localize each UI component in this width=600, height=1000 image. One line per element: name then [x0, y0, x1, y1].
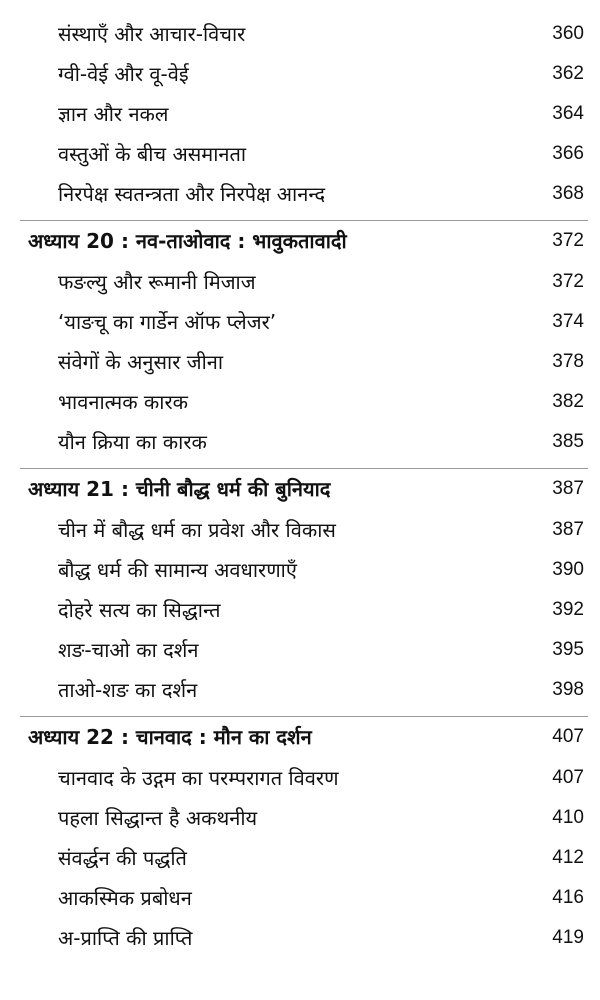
toc-entry[interactable] [0, 672, 600, 712]
toc-entry[interactable] [0, 880, 600, 920]
toc-entry[interactable] [0, 136, 600, 176]
toc-entry-title: फङल्यु और रूमानी मिजाज [58, 270, 256, 294]
toc-entry-page: 410 [552, 807, 584, 828]
chapter-divider [20, 468, 588, 469]
toc-entry-title: दोहरे सत्य का सिद्धान्त [58, 598, 221, 622]
toc-chapter-page: 387 [552, 478, 584, 499]
toc-entry[interactable] [0, 920, 600, 960]
toc-chapter-heading[interactable] [0, 471, 600, 511]
toc-chapter-heading[interactable] [0, 719, 600, 759]
toc-entry[interactable] [0, 840, 600, 880]
toc-entry-page: 382 [552, 391, 584, 412]
toc-entry-title: संवेगों के अनुसार जीना [58, 350, 224, 374]
toc-entry-page: 407 [552, 767, 584, 788]
toc-entry-title: भावनात्मक कारक [58, 390, 189, 414]
toc-entry[interactable] [0, 512, 600, 552]
toc-entry-title: यौन क्रिया का कारक [58, 430, 207, 454]
toc-entry[interactable] [0, 384, 600, 424]
toc-entry-title: शङ-चाओ का दर्शन [58, 638, 199, 662]
toc-entry[interactable] [0, 176, 600, 216]
toc-entry[interactable] [0, 16, 600, 56]
toc-entry-page: 378 [552, 351, 584, 372]
toc-entry-page: 387 [552, 519, 584, 540]
toc-entry-page: 419 [552, 927, 584, 948]
toc-chapter-title: अध्याय 22 : चानवाद : मौन का दर्शन [28, 725, 312, 749]
toc-entry-page: 372 [552, 271, 584, 292]
toc-chapter-title: अध्याय 21 : चीनी बौद्ध धर्म की बुनियाद [28, 477, 331, 501]
toc-entry-page: 398 [552, 679, 584, 700]
chapter-divider [20, 716, 588, 717]
toc-entry[interactable] [0, 344, 600, 384]
toc-entry[interactable] [0, 592, 600, 632]
toc-entry-page: 368 [552, 183, 584, 204]
toc-entry-title: निरपेक्ष स्वतन्त्रता और निरपेक्ष आनन्द [58, 182, 326, 206]
toc-entry[interactable] [0, 56, 600, 96]
toc-entry-title: ज्ञान और नकल [58, 102, 169, 126]
toc-entry-page: 360 [552, 23, 584, 44]
toc-entry-page: 366 [552, 143, 584, 164]
toc-entry-page: 385 [552, 431, 584, 452]
toc-entry[interactable] [0, 632, 600, 672]
toc-entry-title: अ-प्राप्ति की प्राप्ति [58, 926, 193, 950]
toc-entry[interactable] [0, 760, 600, 800]
toc-entry[interactable] [0, 96, 600, 136]
toc-entry-page: 392 [552, 599, 584, 620]
toc-entry-page: 390 [552, 559, 584, 580]
toc-entry[interactable] [0, 800, 600, 840]
toc-entry-title: चानवाद के उद्गम का परम्परागत विवरण [58, 766, 339, 790]
toc-chapter-page: 407 [552, 726, 584, 747]
toc-chapter-heading[interactable] [0, 223, 600, 263]
toc-entry-page: 374 [552, 311, 584, 332]
toc-entry-page: 395 [552, 639, 584, 660]
toc-entry-title: चीन में बौद्ध धर्म का प्रवेश और विकास [58, 518, 336, 542]
toc-entry-title: ‘याङचू का गार्डेन ऑफ प्लेजर’ [58, 310, 277, 334]
chapter-divider [20, 220, 588, 221]
toc-entry[interactable] [0, 304, 600, 344]
toc-entry-title: बौद्ध धर्म की सामान्य अवधारणाएँ [58, 558, 297, 582]
toc-entry-page: 412 [552, 847, 584, 868]
toc-entry-title: पहला सिद्धान्त है अकथनीय [58, 806, 258, 830]
toc-chapter-title: अध्याय 20 : नव-ताओवाद : भावुकतावादी [28, 229, 347, 253]
toc-entry-page: 362 [552, 63, 584, 84]
toc-entry-page: 416 [552, 887, 584, 908]
toc-entry-title: आकस्मिक प्रबोधन [58, 886, 192, 910]
toc-entry[interactable] [0, 264, 600, 304]
toc-entry-title: ग्वी-वेई और वू-वेई [58, 62, 189, 86]
toc-entry-title: संवर्द्धन की पद्धति [58, 846, 187, 870]
toc-entry-page: 364 [552, 103, 584, 124]
toc-entry[interactable] [0, 424, 600, 464]
toc-entry-title: वस्तुओं के बीच असमानता [58, 142, 247, 166]
toc-entry-title: ताओ-शङ का दर्शन [58, 678, 198, 702]
toc-chapter-page: 372 [552, 230, 584, 251]
toc-entry-title: संस्थाएँ और आचार-विचार [58, 22, 246, 46]
toc-entry[interactable] [0, 552, 600, 592]
